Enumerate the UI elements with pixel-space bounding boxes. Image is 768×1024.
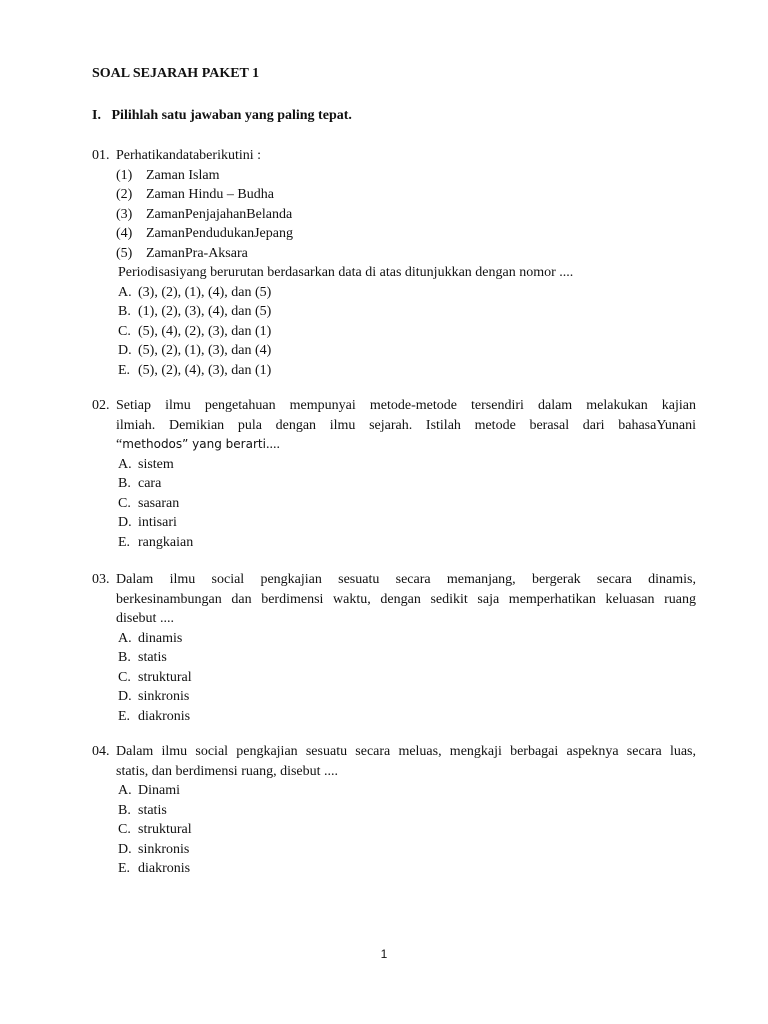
- option-letter: B.: [118, 650, 131, 665]
- question-number: 01.: [92, 148, 110, 163]
- option-letter: E.: [118, 861, 131, 876]
- option-letter: B.: [118, 802, 131, 818]
- option-letter: C.: [118, 495, 131, 511]
- question-text-line: Dalam ilmu social pengkajian sesuatu secara memanjang, bergerak secara dinamis,: [116, 572, 696, 587]
- document-title: SOAL SEJARAH PAKET 1: [92, 66, 260, 81]
- option-letter: C.: [118, 323, 131, 339]
- question-4: [92, 742, 696, 879]
- option-text: statis: [138, 650, 167, 665]
- answer-option: [118, 341, 696, 361]
- list-item: [116, 224, 696, 244]
- section-instruction: [92, 108, 352, 124]
- answer-option: [118, 859, 696, 879]
- option-text: (5), (4), (2), (3), dan (1): [138, 323, 272, 339]
- answer-option: [118, 455, 696, 475]
- option-letter: E.: [118, 534, 131, 550]
- answer-option: [118, 302, 696, 322]
- answer-option: [118, 361, 696, 381]
- answer-option: [118, 668, 696, 688]
- list-item: [116, 244, 696, 264]
- option-text: dinamis: [138, 630, 183, 646]
- option-text: intisari: [138, 515, 177, 530]
- option-text: statis: [138, 802, 167, 818]
- answer-option: [118, 322, 696, 342]
- option-letter: E.: [118, 708, 131, 724]
- question-text-line: disebut ....: [116, 611, 174, 626]
- option-text: sistem: [138, 456, 174, 472]
- question-text-fragment: ....: [265, 437, 280, 452]
- page-number: 1: [380, 947, 388, 961]
- list-item: [116, 166, 696, 186]
- section-instruction-text: Pilihlah satu jawaban yang paling tepat.: [111, 108, 352, 123]
- question-text-fragment: “: [116, 437, 123, 452]
- option-text: struktural: [138, 669, 192, 685]
- option-letter: A.: [118, 630, 132, 646]
- answer-option: [118, 687, 696, 707]
- answer-option: [118, 513, 696, 533]
- list-item-text: Zaman Islam: [146, 167, 220, 183]
- question-number: 03.: [92, 572, 110, 587]
- answer-option: [118, 283, 696, 303]
- option-letter: A.: [118, 783, 132, 798]
- option-text: rangkaian: [138, 534, 194, 550]
- question-number: 04.: [92, 744, 110, 759]
- list-item: [116, 185, 696, 205]
- option-text: sasaran: [138, 495, 180, 511]
- list-item-text: ZamanPendudukanJepang: [146, 226, 293, 241]
- list-marker: (4): [116, 226, 133, 241]
- answer-option: [118, 533, 696, 553]
- option-letter: D.: [118, 689, 132, 704]
- answer-option: [118, 820, 696, 840]
- answer-option: [118, 648, 696, 668]
- option-text: cara: [138, 476, 162, 491]
- answer-option: [118, 474, 696, 494]
- list-marker: (3): [116, 206, 133, 222]
- option-text: diakronis: [138, 708, 191, 724]
- question-number: 02.: [92, 398, 110, 413]
- option-letter: C.: [118, 822, 131, 837]
- option-text: sinkronis: [138, 689, 190, 704]
- answer-option: [118, 707, 696, 727]
- question-intro: Perhatikandataberikutini :: [116, 148, 262, 163]
- question-text-line: Dalam ilmu social pengkajian sesuatu secara meluas, mengkaji berbagai aspeknya secara luas,: [116, 744, 696, 759]
- option-letter: C.: [118, 669, 131, 685]
- list-marker: (2): [116, 187, 133, 202]
- list-marker: (5): [116, 245, 133, 261]
- option-text: diakronis: [138, 861, 191, 876]
- option-letter: B.: [118, 476, 131, 491]
- question-3: [92, 570, 696, 726]
- question-text-line: berkesinambungan dan berdimensi waktu, dengan sedikit saja memperhatikan keluasan ruang: [116, 591, 696, 607]
- option-text: (5), (2), (1), (3), dan (4): [138, 343, 272, 358]
- answer-option: [118, 801, 696, 821]
- answer-option: [118, 781, 696, 801]
- question-text-line: ilmiah. Demikian pula dengan ilmu sejarah. Istilah metode berasal dari bahasaYunani: [116, 417, 696, 433]
- option-letter: A.: [118, 456, 132, 472]
- option-text: (3), (2), (1), (4), dan (5): [138, 284, 272, 300]
- question-1: [92, 146, 696, 380]
- list-item-text: ZamanPenjajahanBelanda: [146, 206, 293, 222]
- option-text: struktural: [138, 822, 192, 837]
- option-letter: E.: [118, 362, 131, 378]
- option-text: sinkronis: [138, 841, 190, 857]
- option-text: (1), (2), (3), (4), dan (5): [138, 304, 272, 319]
- question-text-line: [116, 435, 696, 455]
- option-letter: A.: [118, 284, 132, 300]
- answer-option: [118, 629, 696, 649]
- question-stem: Periodisasiyang berurutan berdasarkan data di atas ditunjukkan dengan nomor ....: [118, 265, 574, 280]
- answer-option: [118, 494, 696, 514]
- list-item-text: ZamanPra-Aksara: [146, 245, 248, 261]
- list-item-text: Zaman Hindu – Budha: [146, 187, 274, 202]
- option-letter: D.: [118, 515, 132, 530]
- list-marker: (1): [116, 167, 133, 183]
- question-text-line: statis, dan berdimensi ruang, disebut ....: [116, 763, 339, 779]
- option-letter: D.: [118, 343, 132, 358]
- answer-option: [118, 840, 696, 860]
- option-text: Dinami: [138, 783, 180, 798]
- question-text-line: Setiap ilmu pengetahuan mempunyai metode-metode tersendiri dalam melakukan kajian: [116, 398, 696, 413]
- question-2: [92, 396, 696, 552]
- section-number: I.: [92, 108, 101, 123]
- list-item: [116, 205, 696, 225]
- option-letter: B.: [118, 304, 131, 319]
- question-text-fragment: methodos” yang berarti: [122, 437, 266, 451]
- option-letter: D.: [118, 841, 132, 857]
- option-text: (5), (2), (4), (3), dan (1): [138, 362, 272, 378]
